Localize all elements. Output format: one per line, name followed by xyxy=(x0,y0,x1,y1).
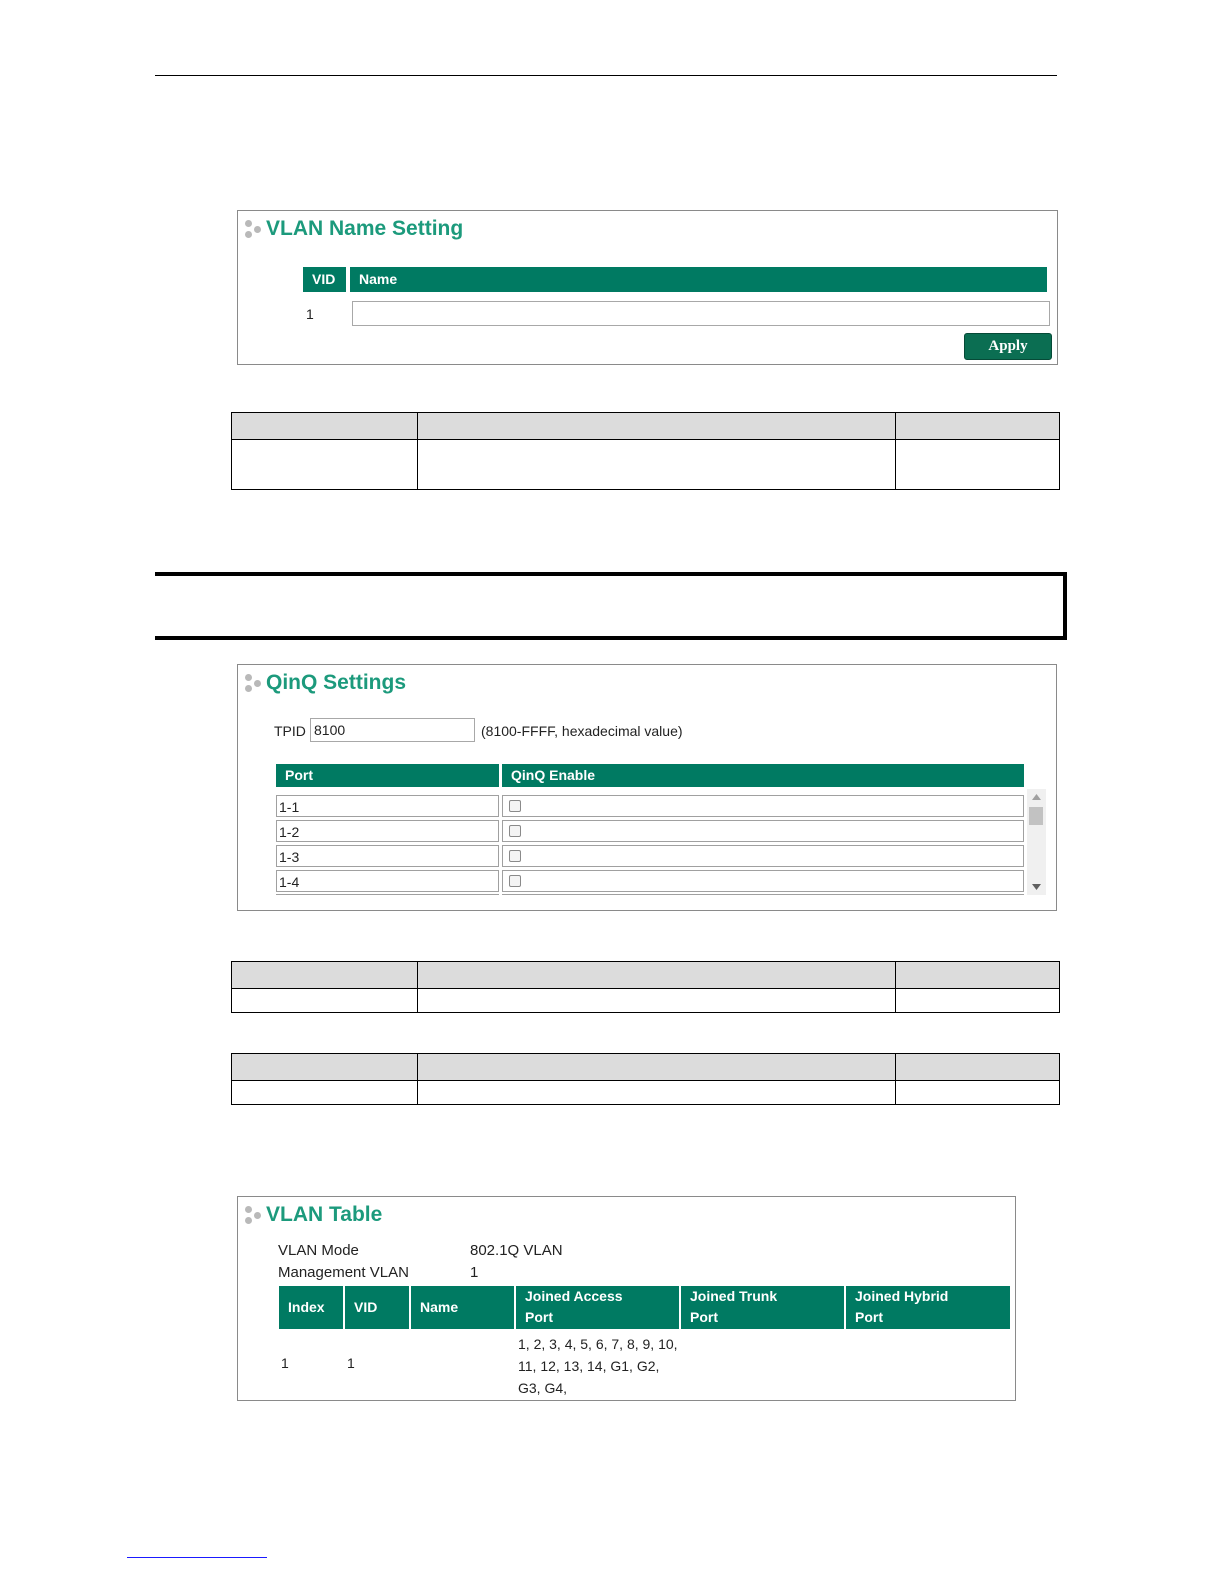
vlan-name-setting-title: VLAN Name Setting xyxy=(244,217,463,241)
vlan-name-input[interactable] xyxy=(352,301,1050,326)
parameter-table-header xyxy=(232,1054,1059,1081)
apply-button[interactable]: Apply xyxy=(964,333,1052,360)
list-item xyxy=(502,870,1024,892)
col-header-qinq-enable: QinQ Enable xyxy=(502,764,1024,787)
col-header-joined-hybrid-port: Joined Hybrid Port xyxy=(846,1286,1010,1329)
qinq-list-scrollbar[interactable] xyxy=(1027,789,1046,895)
col-header-vid: VID xyxy=(303,267,346,292)
row-joined-access-port: 1, 2, 3, 4, 5, 6, 7, 8, 9, 10, 11, 12, 13, 14, G1, G2, G3, G4, xyxy=(518,1336,678,1396)
list-item xyxy=(502,795,1024,817)
list-item xyxy=(502,820,1024,842)
qinq-enable-checkbox[interactable] xyxy=(509,850,521,862)
bullet-dots-icon xyxy=(244,218,264,240)
list-item: 1-2 xyxy=(276,820,499,842)
footer-link-rule xyxy=(127,1557,267,1558)
qinq-enable-checkbox[interactable] xyxy=(509,800,521,812)
qinq-settings-panel xyxy=(237,664,1057,911)
col-header-name: Name xyxy=(350,267,1047,292)
list-item: 1-1 xyxy=(276,795,499,817)
row-index: 1 xyxy=(281,1355,289,1371)
parameter-table-header xyxy=(232,962,1059,989)
parameter-table xyxy=(231,412,1060,490)
list-item: 1-3 xyxy=(276,845,499,867)
row-vid: 1 xyxy=(347,1355,355,1371)
vlan-mode-value: 802.1Q VLAN xyxy=(470,1242,563,1259)
col-header-vid: VID xyxy=(345,1286,409,1329)
parameter-table-header xyxy=(232,413,1059,440)
scroll-down-arrow-icon[interactable] xyxy=(1032,884,1041,890)
scroll-up-arrow-icon[interactable] xyxy=(1032,794,1041,800)
header-rule xyxy=(155,75,1057,76)
vlan-mode-label: VLAN Mode xyxy=(278,1242,359,1259)
scrollbar-thumb[interactable] xyxy=(1029,807,1043,825)
col-header-name: Name xyxy=(411,1286,514,1329)
qinq-settings-title: QinQ Settings xyxy=(244,671,406,695)
tpid-label: TPID xyxy=(274,723,306,739)
parameter-table xyxy=(231,961,1060,1013)
notice-box xyxy=(155,572,1067,640)
bullet-dots-icon xyxy=(244,672,264,694)
qinq-enable-checkbox[interactable] xyxy=(509,875,521,887)
vid-value: 1 xyxy=(306,306,314,322)
col-header-index: Index xyxy=(279,1286,343,1329)
bullet-dots-icon xyxy=(244,1204,264,1226)
vlan-table-title: VLAN Table xyxy=(244,1203,382,1227)
management-vlan-value: 1 xyxy=(470,1264,479,1281)
list-item xyxy=(502,845,1024,867)
tpid-hint: (8100-FFFF, hexadecimal value) xyxy=(481,723,683,739)
vlan-table-panel xyxy=(237,1196,1016,1401)
col-header-joined-access-port: Joined Access Port xyxy=(516,1286,679,1329)
col-header-joined-trunk-port: Joined Trunk Port xyxy=(681,1286,844,1329)
parameter-table xyxy=(231,1053,1060,1105)
vlan-name-setting-panel xyxy=(237,210,1058,365)
list-item: 1-4 xyxy=(276,870,499,892)
qinq-port-list xyxy=(276,791,1024,895)
qinq-enable-checkbox[interactable] xyxy=(509,825,521,837)
management-vlan-label: Management VLAN xyxy=(278,1264,409,1281)
col-header-port: Port xyxy=(276,764,499,787)
tpid-input[interactable] xyxy=(310,718,475,742)
